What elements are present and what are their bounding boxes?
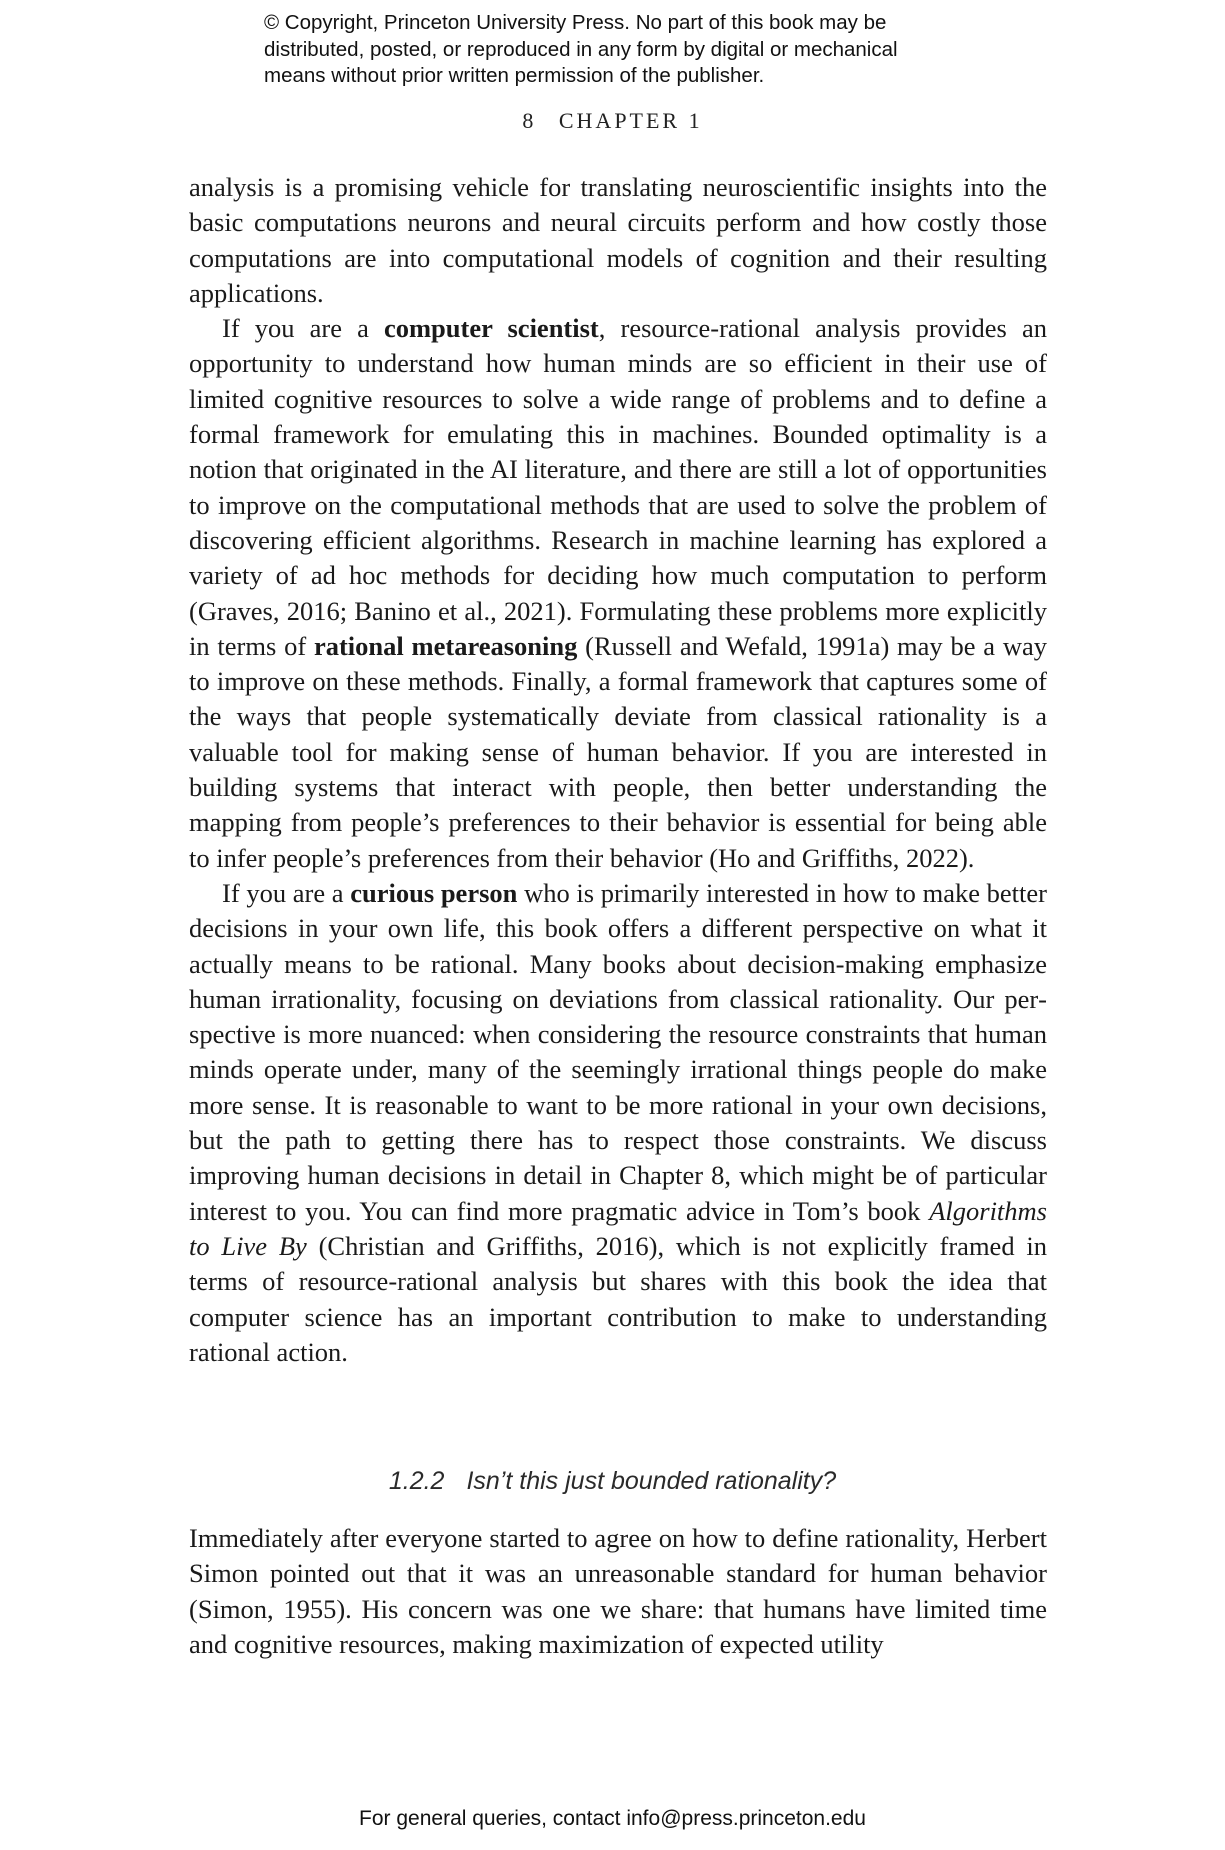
section-text <box>189 1521 1047 1662</box>
copyright-line-3: means without prior written permission of the publisher. <box>264 64 765 87</box>
paragraph-3-text-a: If you are a <box>222 877 351 908</box>
term-curious-person: curious person <box>350 877 518 908</box>
paragraph-4-text: Immediately after everyone started to agree on how to define rationality, Herbert Simon pointed out that it was an unreasonable standard for human behavior (Simon, 1955). His concern was one we share: that humans have limited time and cognitive resources, making maximization of expected utility <box>189 1523 1047 1659</box>
paragraph-3-text-b: who is primarily interested in how to make better decisions in your own life, this book offers a different perspective on what it actually means to be rational. Many books about decision-making emphasize human irrationality, focusing on deviations from classical rationality. Our perspective is more nuanced: when considering the resource constraints that human minds operate under, many of the seemingly irrational things people do make more sense. It is reasonable to want to be more rational in your own decisions, but the path to getting there has to respect those constraints. We discuss improving human decisions in detail in Chapter 8, which might be of particular interest to you. You can find more pragmatic advice in Tom’s book <box>189 877 1047 1226</box>
section-heading <box>0 1467 1225 1496</box>
term-rational-metareasoning: rational metareasoning <box>313 630 578 661</box>
paragraph-1 <box>189 170 1047 311</box>
paragraph-2-text-a: If you are a <box>222 313 384 344</box>
paragraph-3-text-c: (Christian and Griffiths, 2016), which is not explicitly framed in terms of resource-rational analysis but shares with this book the idea that computer science has an important contribution to make to understanding rational action. <box>189 1230 1047 1367</box>
paragraph-3 <box>189 876 1047 1370</box>
copyright-line-2: distributed, posted, or reproduced in any form by digital or mechanical <box>264 37 898 61</box>
footer-contact: For general queries, contact info@press.princeton.edu <box>359 1807 866 1830</box>
copyright-line-1: © Copyright, Princeton University Press. No part of this book may be <box>264 11 887 34</box>
term-computer-scientist: computer scientist <box>383 313 599 344</box>
chapter-label: CHAPTER 1 <box>558 108 703 133</box>
paragraph-2 <box>189 311 1047 876</box>
copyright-notice <box>264 10 1024 90</box>
section-number: 1.2.2 <box>388 1467 445 1495</box>
paragraph-2-text-b: , resource-rational analysis provides an opportunity to understand how human minds are so efficient in their use of limited cognitive resources to solve a wide range of problems and to define a formal framework for emulating this in machines. Bounded optimality is a notion that originated in the AI literature, and there are still a lot of opportunities to improve on the computational methods that are used to solve the problem of discovering efficient algorithms. Research in machine learning has explored a variety of ad hoc methods for deciding how much computation to perform (Graves, 2016; Banino et al., 2021). Formulating these problems more explicitly in terms of <box>189 313 1047 661</box>
section-title: Isn’t this just bounded rationality? <box>466 1467 837 1495</box>
main-text <box>189 170 1047 1370</box>
book-title-algorithms-to-live-by: Algorithms to Live By <box>189 1195 1047 1261</box>
running-head <box>0 108 1225 134</box>
page-number: 8 <box>522 108 534 133</box>
paragraph-4 <box>189 1521 1047 1662</box>
paragraph-1-text: analysis is a promising vehicle for translating neuroscientific insights into the basic computations neurons and neural circuits perform and how costly those computations are into computational models of cognition and their resulting applications. <box>189 172 1047 308</box>
paragraph-2-text-c: (Russell and Wefald, 1991a) may be a way to improve on these methods. Finally, a formal framework that captures some of the ways that people systematically deviate from classical rationality is a valuable tool for making sense of human behavior. If you are interested in building systems that interact with people, then better understanding the mapping from people’s preferences to their behavior is essential for being able to infer people’s preferences from their behavior (Ho and Griffiths, 2022). <box>189 630 1047 873</box>
